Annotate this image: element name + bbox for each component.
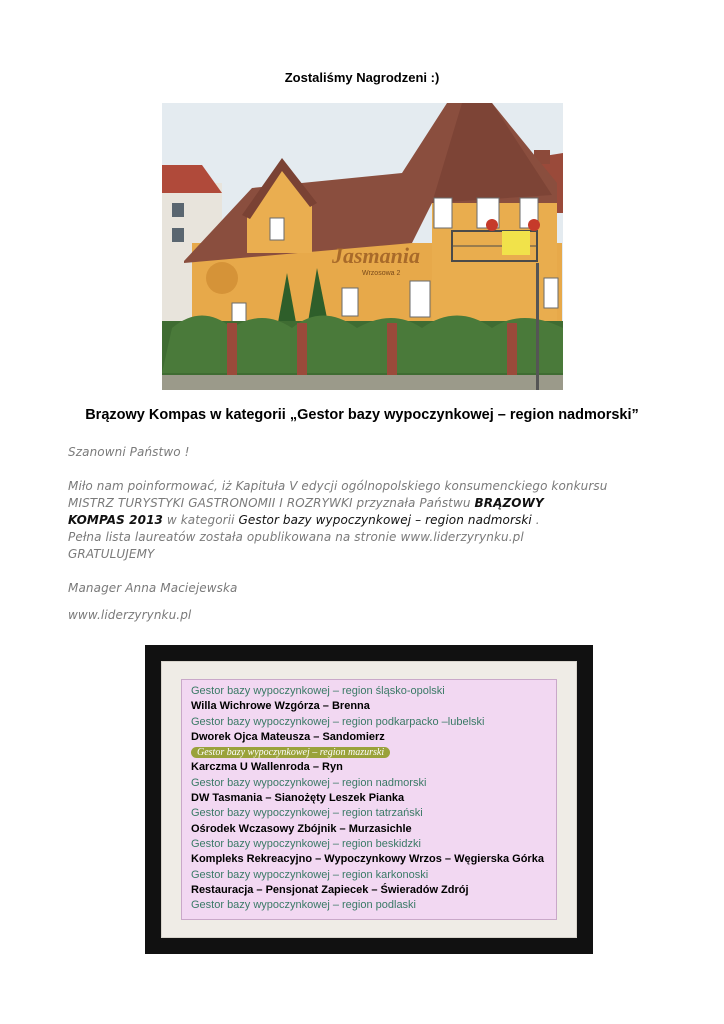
awards-mat bbox=[161, 661, 577, 938]
award-subtitle: Brązowy Kompas w kategorii „Gestor bazy wypoczynkowej – region nadmorski” bbox=[85, 407, 639, 423]
letter-line-5: GRATULUJEMY bbox=[68, 547, 155, 561]
letter-line-4: Pełna lista laureatów została opublikowana na stronie www.liderzyrynku.pl bbox=[68, 530, 524, 544]
street-text: Wrzosowa 2 bbox=[362, 270, 401, 277]
award-category: Gestor bazy wypoczynkowej – region nadmorski bbox=[238, 513, 532, 527]
award-winner-row: Dworek Ojca Mateusza – Sandomierz bbox=[191, 730, 385, 743]
award-winner-row: DW Tasmania – Sianożęty Leszek Pianka bbox=[191, 792, 405, 805]
award-winner-row: Restauracja – Pensjonat Zapiecek – Świeradów Zdrój bbox=[191, 883, 469, 896]
highlighted-category-label: Gestor bazy wypoczynkowej – region mazurski bbox=[191, 747, 390, 758]
letter-line-2 bbox=[68, 495, 668, 512]
letter-line-3-text: w kategorii bbox=[162, 513, 239, 527]
award-category-row: Gestor bazy wypoczynkowej – region śląsko-opolski bbox=[191, 685, 445, 697]
guesthouse-photo bbox=[162, 103, 563, 390]
awards-list bbox=[181, 679, 557, 920]
congratulation-letter bbox=[68, 444, 668, 624]
award-category-row: Gestor bazy wypoczynkowej – region nadmorski bbox=[191, 776, 427, 789]
letter-signature: Manager Anna Maciejewska bbox=[68, 581, 238, 595]
website-link[interactable]: www.liderzyrynku.pl bbox=[68, 608, 192, 622]
letter-greeting: Szanowni Państwo ! bbox=[68, 445, 190, 459]
award-category-row: Gestor bazy wypoczynkowej – region podkarpacko –lubelski bbox=[191, 715, 485, 728]
award-category-row: Gestor bazy wypoczynkowej – region karkonoski bbox=[191, 868, 429, 881]
sign-text: Jasmania bbox=[332, 243, 421, 268]
award-category-row: Gestor bazy wypoczynkowej – region beskidzki bbox=[191, 837, 421, 850]
award-winner-row: Kompleks Rekreacyjno – Wypoczynkowy Wrzos – Węgierska Górka bbox=[191, 853, 544, 866]
award-category-row: Gestor bazy wypoczynkowej – region podlaski bbox=[191, 899, 417, 912]
page-title: Zostaliśmy Nagrodzeni :) bbox=[284, 70, 440, 85]
letter-line-1: Miło nam poinformować, iż Kapituła V edycji ogólnopolskiego konsumenckiego konkursu bbox=[68, 479, 608, 493]
award-name-part-2: KOMPAS 2013 bbox=[68, 513, 163, 527]
award-winner-row: Karczma U Wallenroda – Ryn bbox=[191, 761, 343, 774]
letter-line-3-end: . bbox=[531, 513, 540, 527]
award-category-highlighted bbox=[191, 745, 556, 760]
award-category-row: Gestor bazy wypoczynkowej – region tatrzański bbox=[191, 807, 423, 820]
letter-line-2-text: MISTRZ TURYSTYKI GASTRONOMII I ROZRYWKI przyznała Państwu bbox=[68, 496, 475, 510]
award-winner-row: Willa Wichrowe Wzgórza – Brenna bbox=[191, 700, 370, 713]
award-winner-row: Ośrodek Wczasowy Zbójnik – Murzasichle bbox=[191, 822, 412, 835]
awards-frame bbox=[145, 645, 593, 954]
award-name-part-1: BRĄZOWY bbox=[474, 496, 544, 510]
letter-line-3 bbox=[68, 512, 668, 529]
